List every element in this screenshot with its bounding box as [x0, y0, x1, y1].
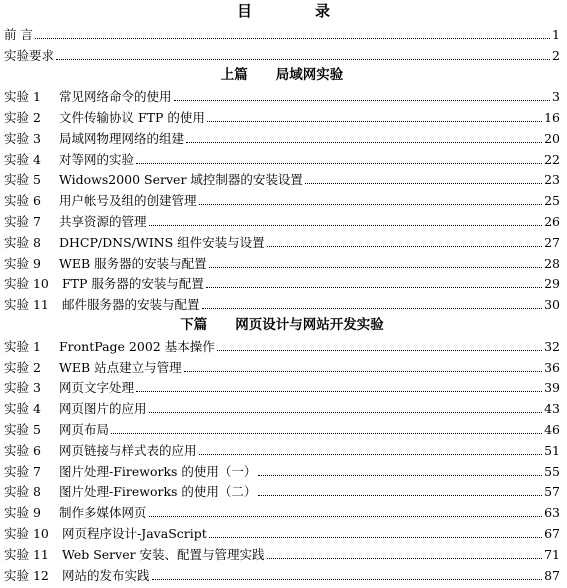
toc-entry-preface[interactable] [4, 22, 560, 43]
dot-leader [267, 558, 543, 559]
entry-page: 22 [544, 151, 560, 167]
toc-entry[interactable] [4, 396, 560, 417]
entry-page: 36 [544, 359, 560, 375]
entry-page: 23 [544, 172, 560, 188]
entry-page: 51 [544, 442, 560, 458]
entry-number: 实验 1 [4, 338, 41, 354]
dot-leader [136, 163, 542, 164]
entry-title: FTP 服务器的安装与配置 [62, 276, 204, 292]
entry-title: 共享资源的管理 [59, 213, 147, 229]
entry-number: 实验 3 [4, 380, 41, 396]
entry-number: 实验 3 [4, 130, 41, 146]
entry-title: Web Server 安装、配置与管理实践 [62, 546, 265, 562]
entry-page: 46 [544, 421, 560, 437]
dot-leader [267, 246, 542, 247]
entry-title: WEB 站点建立与管理 [59, 359, 182, 375]
toc-entry[interactable] [4, 84, 560, 105]
entry-page: 57 [544, 484, 560, 500]
entry-number: 实验 2 [4, 109, 41, 125]
entry-page: 39 [544, 380, 560, 396]
dot-leader [258, 475, 542, 476]
toc-entry[interactable] [4, 459, 560, 480]
toc-entry[interactable] [4, 251, 560, 272]
entry-title: 实验要求 [4, 47, 55, 63]
entry-number: 实验 8 [4, 484, 41, 500]
toc-entry[interactable] [4, 168, 560, 189]
toc-entry[interactable] [4, 542, 560, 563]
dot-leader [149, 516, 543, 517]
dot-leader [186, 142, 542, 143]
entry-title: 局域网物理网络的组建 [59, 130, 185, 146]
dot-leader [209, 537, 542, 538]
entry-page: 30 [544, 297, 560, 313]
entry-page: 16 [544, 109, 560, 125]
entry-number: 实验 6 [4, 193, 41, 209]
dot-leader [111, 433, 542, 434]
dot-leader [56, 59, 550, 60]
entry-title: 用户帐号及组的创建管理 [59, 193, 197, 209]
dot-leader [206, 287, 542, 288]
toc-entry[interactable] [4, 292, 560, 313]
dot-leader [184, 371, 542, 372]
dot-leader [152, 579, 543, 580]
entry-number: 实验 11 [4, 297, 49, 313]
entry-title: 对等网的实验 [59, 151, 135, 167]
part-label: 上篇 [220, 67, 248, 84]
entry-title: FrontPage 2002 基本操作 [59, 338, 215, 354]
entry-title: 邮件服务器的安装与配置 [62, 297, 200, 313]
entry-number: 实验 4 [4, 151, 41, 167]
entry-title: 网页布局 [59, 421, 110, 437]
entry-page: 28 [544, 255, 560, 271]
entry-title: 网页链接与样式表的应用 [59, 442, 197, 458]
entry-number: 实验 8 [4, 234, 41, 250]
toc-list [4, 22, 560, 584]
toc-entry[interactable] [4, 355, 560, 376]
part-label: 下篇 [180, 316, 208, 333]
dot-leader [35, 38, 550, 39]
entry-title: DHCP/DNS/WINS 组件安装与设置 [59, 234, 265, 250]
entry-page: 20 [544, 130, 560, 146]
entry-title: 图片处理-Fireworks 的使用（二） [59, 484, 257, 500]
entry-number: 实验 5 [4, 421, 41, 437]
entry-page: 55 [544, 463, 560, 479]
toc-entry[interactable] [4, 105, 560, 126]
entry-title: 制作多媒体网页 [59, 505, 147, 521]
dot-leader [199, 454, 543, 455]
dot-leader [199, 204, 543, 205]
toc-entry[interactable] [4, 376, 560, 397]
entry-number: 实验 10 [4, 276, 49, 292]
entry-number: 实验 12 [4, 567, 49, 583]
entry-number: 实验 6 [4, 442, 41, 458]
toc-entry[interactable] [4, 209, 560, 230]
toc-entry[interactable] [4, 480, 560, 501]
part-title: 局域网实验 [275, 67, 344, 84]
part-heading-lan [4, 64, 560, 85]
entry-title: 网页文字处理 [59, 380, 135, 396]
entry-number: 实验 11 [4, 546, 49, 562]
entry-title: 网站的发布实践 [62, 567, 150, 583]
entry-number: 实验 9 [4, 255, 41, 271]
entry-title: 图片处理-Fireworks 的使用（一） [59, 463, 257, 479]
entry-title: 网页程序设计-JavaScript [62, 525, 207, 541]
dot-leader [305, 183, 542, 184]
toc-entry[interactable] [4, 188, 560, 209]
entry-page: 25 [544, 193, 560, 209]
entry-number: 实验 7 [4, 213, 41, 229]
entry-title: 常见网络命令的使用 [59, 89, 172, 105]
toc-entry[interactable] [4, 147, 560, 168]
entry-page: 2 [552, 47, 560, 63]
entry-number: 实验 10 [4, 525, 49, 541]
toc-title: 目 录 [236, 2, 354, 20]
dot-leader [174, 100, 551, 101]
entry-page: 63 [544, 505, 560, 521]
entry-number: 实验 1 [4, 89, 41, 105]
entry-number: 实验 2 [4, 359, 41, 375]
entry-page: 32 [544, 338, 560, 354]
toc-entry[interactable] [4, 272, 560, 293]
entry-page: 29 [544, 276, 560, 292]
toc-entry[interactable] [4, 500, 560, 521]
dot-leader [207, 121, 542, 122]
dot-leader [136, 391, 542, 392]
toc-entry[interactable] [4, 438, 560, 459]
dot-leader [202, 308, 543, 309]
dot-leader [149, 225, 543, 226]
dot-leader [258, 495, 542, 496]
entry-title: 文件传输协议 FTP 的使用 [59, 109, 205, 125]
dot-leader [209, 267, 542, 268]
part-title: 网页设计与网站开发实验 [235, 316, 384, 333]
entry-number: 实验 7 [4, 463, 41, 479]
toc-entry[interactable] [4, 521, 560, 542]
toc-entry[interactable] [4, 126, 560, 147]
entry-title: Widows2000 Server 域控制器的安装设置 [59, 172, 303, 188]
entry-page: 3 [552, 89, 560, 105]
toc-entry-requirements[interactable] [4, 43, 560, 64]
entry-page: 71 [544, 546, 560, 562]
toc-entry[interactable] [4, 417, 560, 438]
entry-title: 前 言 [4, 26, 33, 42]
entry-page: 67 [544, 525, 560, 541]
entry-number: 实验 5 [4, 172, 41, 188]
entry-page: 27 [544, 234, 560, 250]
entry-number: 实验 4 [4, 401, 41, 417]
entry-title: WEB 服务器的安装与配置 [59, 255, 207, 271]
toc-entry[interactable] [4, 563, 560, 584]
entry-page: 1 [552, 26, 560, 42]
entry-page: 43 [544, 401, 560, 417]
toc-entry[interactable] [4, 334, 560, 355]
part-heading-web [4, 313, 560, 334]
dot-leader [217, 350, 542, 351]
entry-page: 87 [544, 567, 560, 583]
entry-number: 实验 9 [4, 505, 41, 521]
dot-leader [149, 412, 543, 413]
toc-entry[interactable] [4, 230, 560, 251]
entry-page: 26 [544, 213, 560, 229]
entry-title: 网页图片的应用 [59, 401, 147, 417]
